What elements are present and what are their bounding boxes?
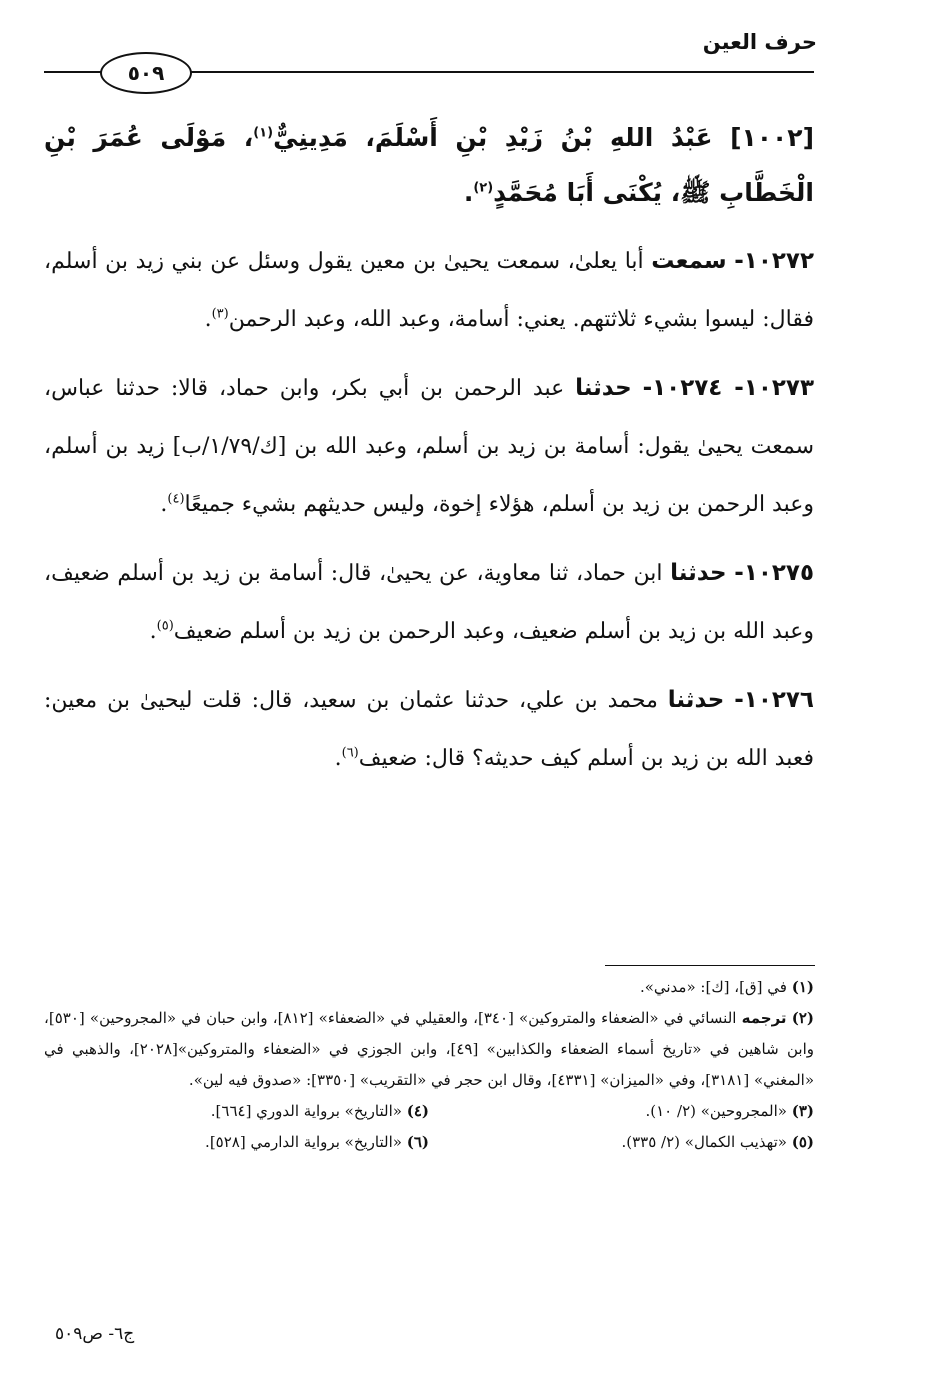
footnote-item [44,1096,429,1127]
narration-number: ١٠٢٧٥- [734,560,815,586]
narration-text: أبا يعلىٰ، سمعت يحيىٰ بن معين يقول وسئل عن بني زيد بن أسلم، فقال: ليسوا بشيء ثلاثتهم. يعني: أسامة، وعبد الله، وعبد الرحمن [44,249,814,332]
footnote-row [44,1127,814,1158]
footnote-text: «التاريخ» برواية الدوري [٦٦٤]. [210,1102,402,1120]
page-number: ٥٠٩ [100,52,192,94]
narration-keyword: حدثنا [670,560,727,586]
footnote-item [44,972,814,1003]
footnotes [44,972,814,1158]
footnote-ref: (٢) [473,180,494,196]
narration-text: عبد الرحمن بن أبي بكر، وابن حماد، قالا: حدثنا عباس، سمعت يحيىٰ يقول: أسامة بن زيد بن أسلم، وعبد الله بن [ك/١/٧٩/ب] زيد بن أسلم، وعبد الرحمن بن زيد بن أسلم، هؤلاء إخوة، وليس حديثهم بشيء جميعًا [44,376,815,517]
footnote-marker: (٥) [791,1133,814,1151]
narration-text: محمد بن علي، حدثنا عثمان بن سعيد، قال: قلت ليحيىٰ بن معين: فعبد الله بن زيد بن أسلم كيف حديثه؟ قال: ضعيف [44,688,814,771]
footnote-ref: (٦) [341,745,359,761]
footnote-item [429,1127,814,1158]
footnote-row [44,1096,814,1127]
narration-number: ١٠٢٧٣- ١٠٢٧٤- [642,375,815,401]
footnote-item [44,1127,429,1158]
narration: ١٠٢٧٦- حدثنا محمد بن علي، حدثنا عثمان بن سعيد، قال: قلت ليحيىٰ بن معين: فعبد الله بن زيد بن أسلم كيف حديثه؟ قال: ضعيف$^{(٦)}$. [44,687,814,771]
footnote-text: «التاريخ» برواية الدارمي [٥٢٨]. [205,1133,402,1151]
footnote-item [44,1003,814,1096]
footnote-ref: (١) [253,125,274,141]
volume-page-reference: ج٦- ص٥٠٩ [55,1324,135,1344]
narration: ١٠٢٧٣- ١٠٢٧٤- حدثنا عبد الرحمن بن أبي بكر، وابن حماد، قالا: حدثنا عباس، سمعت يحيىٰ يقول: أسامة بن زيد بن أسلم، وعبد الله بن [ك/١/٧٩/ب] زيد بن أسلم، وعبد الرحمن بن زيد بن أسلم، هؤلاء إخوة، وليس حديثهم بشيء جميعًا$^{(٤)}$. [44,375,815,517]
footnote-rule [605,965,815,966]
footnote-item [429,1096,814,1127]
entry-text-2: ، مَوْلَى عُمَرَ بْنِ الْخَطَّابِ ﷺ، يُكْنَى أَبَا مُحَمَّدٍ [44,123,814,207]
narration-keyword: سمعت [651,248,727,274]
footnote-text: «تهذيب الكمال» (٢/ ٣٣٥). [621,1133,787,1151]
footnote-text: «المجروحين» (٢/ ١٠). [645,1102,787,1120]
narration: ١٠٢٧٥- حدثنا ابن حماد، ثنا معاوية، عن يحيىٰ، قال: أسامة بن زيد بن أسلم ضعيف، وعبد الله بن زيد بن أسلم ضعيف، وعبد الرحمن بن زيد بن أسلم ضعيف$^{(٥)}$. [44,560,815,644]
footnote-ref: (٣) [211,306,229,322]
footnote-marker: (٣) [791,1102,814,1120]
narration-keyword: حدثنا [667,687,725,713]
footnote-marker: (١) [791,978,814,996]
narration-number: ١٠٢٧٦- [734,687,814,713]
footnote-marker: (٤) [406,1102,429,1120]
main-text [44,110,814,798]
entry-text: [١٠٠٢] عَبْدُ اللهِ بْنُ زَيْدِ بْنِ أَسْلَمَ، مَدِينِيٌّ [273,123,815,152]
footnote-ref: (٤) [167,491,185,507]
running-head: حرف العين [702,30,817,54]
footnote-text: في [ق]، [ك]: «مدني». [639,978,787,996]
narration-keyword: حدثنا [575,375,632,401]
footnote-marker: (٢) [791,1009,815,1027]
footnote-ref: (٥) [156,618,174,634]
footnote-marker: (٦) [406,1133,429,1151]
narration-text: ابن حماد، ثنا معاوية، عن يحيىٰ، قال: أسامة بن زيد بن أسلم ضعيف، وعبد الله بن زيد بن أسلم ضعيف، وعبد الرحمن بن زيد بن أسلم ضعيف [44,561,814,644]
narration-number: ١٠٢٧٢- [734,248,814,274]
footnote-text: النسائي في «الضعفاء والمتروكين» [٣٤٠]، والعقيلي في «الضعفاء» [٨١٢]، وابن حبان في «المجروحين» [٥٣٠]، وابن شاهين في «تاريخ أسماء الضعفاء والكذابين» [٤٩]، وابن الجوزي في «الضعفاء والمتروكين»[٢٠٢٨]، والذهبي في «المغني» [٣١٨١]، وفي «الميزان» [٤٣٣١]، وقال ابن حجر في «التقريب» [٣٣٥٠]: «صدوق فيه لين». [44,1009,814,1089]
narration: ١٠٢٧٢- سمعت أبا يعلىٰ، سمعت يحيىٰ بن معين يقول وسئل عن بني زيد بن أسلم، فقال: ليسوا بشيء ثلاثتهم. يعني: أسامة، وعبد الله، وعبد الرحمن$^{(٣)}$. [44,248,814,332]
entry-heading: [١٠٠٢] عَبْدُ اللهِ بْنُ زَيْدِ بْنِ أَسْلَمَ، مَدِينِيٌّ$^{(١)}$، مَوْلَى عُمَرَ بْنِ الْخَطَّابِ ﷺ، يُكْنَى أَبَا مُحَمَّدٍ$^{(٢)}$. [44,123,815,207]
footnote-keyword: ترجمه [741,1009,787,1027]
